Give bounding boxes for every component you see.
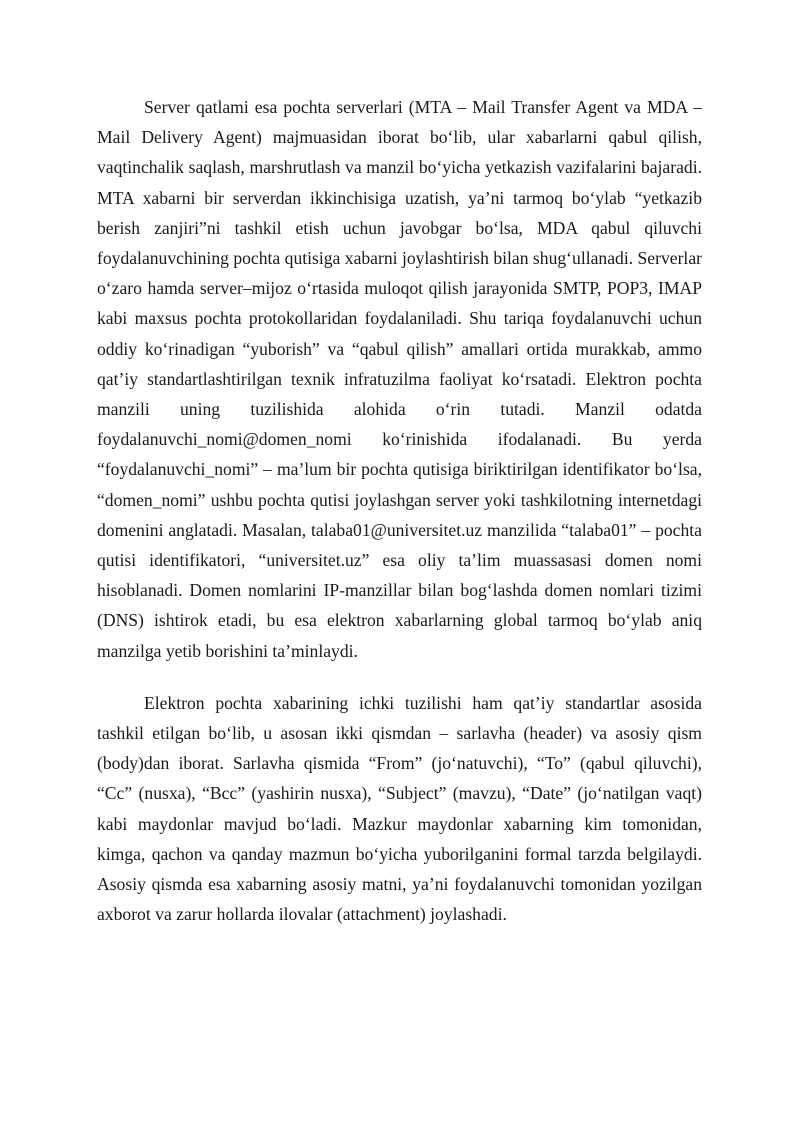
paragraph-message-structure: Elektron pochta xabarining ichki tuzilishi ham qat’iy standartlar asosida tashkil etilgan bo‘lib, u asosan ikki qismdan – sarlavha (header) va asosiy qism (body)dan iborat. Sarlavha qismida “From” (jo‘natuvchi), “To” (qabul qiluvchi), “Cc” (nusxa), “Bcc” (yashirin nusxa), “Subject” (mavzu), “Date” (jo‘natilgan vaqt) kabi maydonlar mavjud bo‘ladi. Mazkur maydonlar xabarning kim tomonidan, kimga, qachon va qanday mazmun bo‘yicha yuborilganini formal tarzda belgilaydi. Asosiy qismda esa xabarning asosiy matni, ya’ni foydalanuvchi tomonidan yozilgan axborot va zarur hollarda ilovalar (attachment) joylashadi. bbox=[97, 692, 702, 925]
body-text bbox=[97, 92, 702, 929]
paragraph-server-layer: Server qatlami esa pochta serverlari (MTA – Mail Transfer Agent va MDA – Mail Delivery Agent) majmuasidan iborat bo‘lib, ular xabarlarni qabul qilish, vaqtinchalik saqlash, marshrutlash va manzil bo‘yicha yetkazish vazifalarini bajaradi. MTA xabarni bir serverdan ikkinchisiga uzatish, ya’ni tarmoq bo‘ylab “yetkazib berish zanjiri”ni tashkil etish uchun javobgar bo‘lsa, MDA qabul qiluvchi foydalanuvchining pochta qutisiga xabarni joylashtirish bilan shug‘ullanadi. Serverlar o‘zaro hamda server–mijoz o‘rtasida muloqot qilish jarayonida SMTP, POP3, IMAP kabi maxsus pochta protokollaridan foydalaniladi. Shu tariqa foydalanuvchi uchun oddiy ko‘rinadigan “yuborish” va “qabul qilish” amallari ortida murakkab, ammo qat’iy standartlashtirilgan texnik infratuzilma faoliyat ko‘rsatadi. Elektron pochta manzili uning tuzilishida alohida o‘rin tutadi. Manzil odatda foydalanuvchi_nomi@domen_nomi ko‘rinishida ifodalanadi. Bu yerda “foydalanuvchi_nomi” – ma’lum bir pochta qutisiga biriktirilgan identifikator bo‘lsa, “domen_nomi” ushbu pochta qutisi joylashgan server yoki tashkilotning internetdagi domenini anglatadi. Masalan, talaba01@universitet.uz manzilida “talaba01” – pochta qutisi identifikatori, “universitet.uz” esa oliy ta’lim muassasasi domen nomi hisoblanadi. Domen nomlarini IP-manzillar bilan bog‘lashda domen nomlari tizimi (DNS) ishtirok etadi, bu esa elektron xabarlarning global tarmoq bo‘ylab aniq manzilga yetib borishini ta’minlaydi. bbox=[97, 97, 702, 661]
